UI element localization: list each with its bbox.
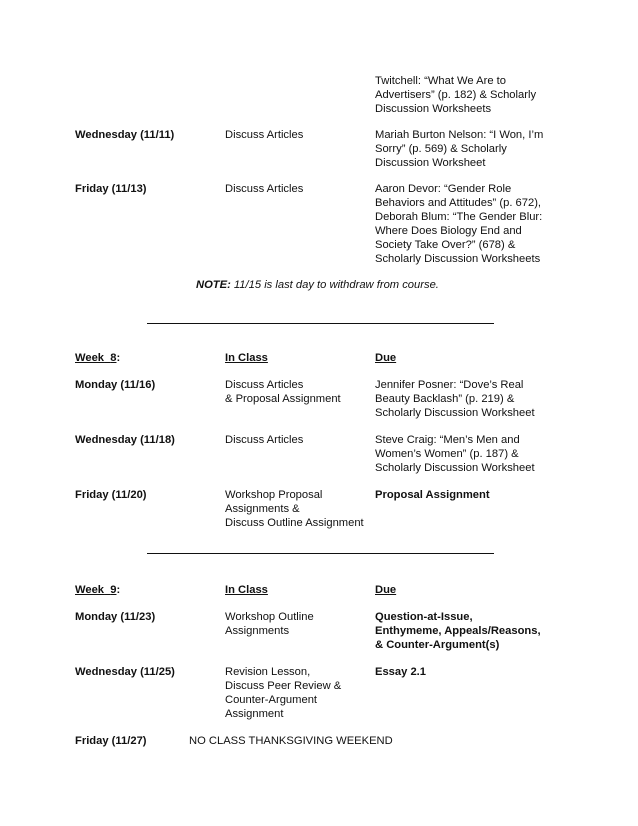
due-line: Sorry” (p. 569) & Scholarly <box>375 143 507 155</box>
in-class-line: Workshop Outline <box>225 611 314 623</box>
due-text <box>375 610 541 652</box>
in-class-line: Revision Lesson, <box>225 666 311 678</box>
due-text <box>375 128 543 170</box>
week-colon: : <box>116 584 121 596</box>
due-text <box>375 433 535 475</box>
in-class-line: Discuss Peer Review & <box>225 680 342 692</box>
due-line: Scholarly Discussion Worksheet <box>375 407 535 419</box>
note-text: 11/15 is last day to withdraw from course. <box>230 279 439 291</box>
due-line: Where Does Biology End and <box>375 225 522 237</box>
due-line: Deborah Blum: “The Gender Blur: <box>375 211 543 223</box>
in-class-header: In Class <box>225 352 268 364</box>
in-class-line: Workshop Proposal <box>225 489 323 501</box>
due-text <box>375 378 535 420</box>
due-line: Advertisers” (p. 182) & Scholarly <box>375 89 537 101</box>
due-line: Society Take Over?” (678) & <box>375 239 516 251</box>
in-class-line: Assignments & <box>225 503 300 515</box>
in-class-text: Discuss Articles <box>225 129 304 141</box>
due-line: Behaviors and Attitudes” (p. 672), <box>375 197 542 209</box>
in-class-line: Discuss Outline Assignment <box>225 517 364 529</box>
due-line: Scholarly Discussion Worksheets <box>375 253 541 265</box>
due-text: Essay 2.1 <box>375 666 427 678</box>
due-line: Enthymeme, Appeals/Reasons, <box>375 625 541 637</box>
in-class-text: Discuss Articles <box>225 434 304 446</box>
in-class-text <box>225 378 341 406</box>
due-line: & Counter-Argument(s) <box>375 639 500 651</box>
due-text <box>375 182 542 266</box>
week-colon: : <box>116 352 121 364</box>
day-label: Wednesday (11/18) <box>75 434 175 446</box>
in-class-line: Discuss Articles <box>225 379 304 391</box>
in-class-line: & Proposal Assignment <box>225 393 341 405</box>
day-label: Wednesday (11/11) <box>75 129 175 141</box>
due-line: Discussion Worksheets <box>375 103 492 115</box>
due-line: Twitchell: “What We Are to <box>375 75 506 87</box>
divider <box>147 323 494 324</box>
week-number: 9 <box>110 584 117 596</box>
note-label: NOTE: <box>196 279 231 291</box>
week-heading <box>75 351 120 365</box>
week-label: Week <box>75 584 105 596</box>
in-class-text <box>225 610 314 638</box>
week-label: Week <box>75 352 105 364</box>
day-label: Wednesday (11/25) <box>75 666 175 678</box>
due-header: Due <box>375 352 397 364</box>
due-line: Aaron Devor: “Gender Role <box>375 183 512 195</box>
carryover-due <box>375 74 536 116</box>
in-class-line: Counter-Argument <box>225 694 318 706</box>
in-class-text: Discuss Articles <box>225 183 304 195</box>
in-class-text <box>225 665 341 721</box>
day-label: Friday (11/13) <box>75 183 147 195</box>
day-label: Monday (11/16) <box>75 379 156 391</box>
due-line: Jennifer Posner: “Dove’s Real <box>375 379 524 391</box>
week-number: 8 <box>110 352 117 364</box>
day-label: Friday (11/20) <box>75 489 147 501</box>
due-line: Beauty Backlash” (p. 219) & <box>375 393 515 405</box>
day-label: Monday (11/23) <box>75 611 156 623</box>
due-line: Scholarly Discussion Worksheet <box>375 462 535 474</box>
due-header: Due <box>375 584 397 596</box>
no-class-note: NO CLASS THANKSGIVING WEEKEND <box>189 735 393 747</box>
day-label: Friday (11/27) <box>75 735 147 747</box>
withdraw-note <box>196 278 439 292</box>
divider <box>147 553 494 554</box>
due-line: Discussion Worksheet <box>375 157 486 169</box>
in-class-line: Assignment <box>225 708 284 720</box>
week-heading <box>75 583 120 597</box>
due-line: Steve Craig: “Men’s Men and <box>375 434 520 446</box>
due-line: Question-at-Issue, <box>375 611 473 623</box>
in-class-line: Assignments <box>225 625 290 637</box>
due-text: Proposal Assignment <box>375 489 490 501</box>
in-class-header: In Class <box>225 584 268 596</box>
due-line: Women’s Women” (p. 187) & <box>375 448 519 460</box>
due-line: Mariah Burton Nelson: “I Won, I’m <box>375 129 544 141</box>
in-class-text <box>225 488 364 530</box>
